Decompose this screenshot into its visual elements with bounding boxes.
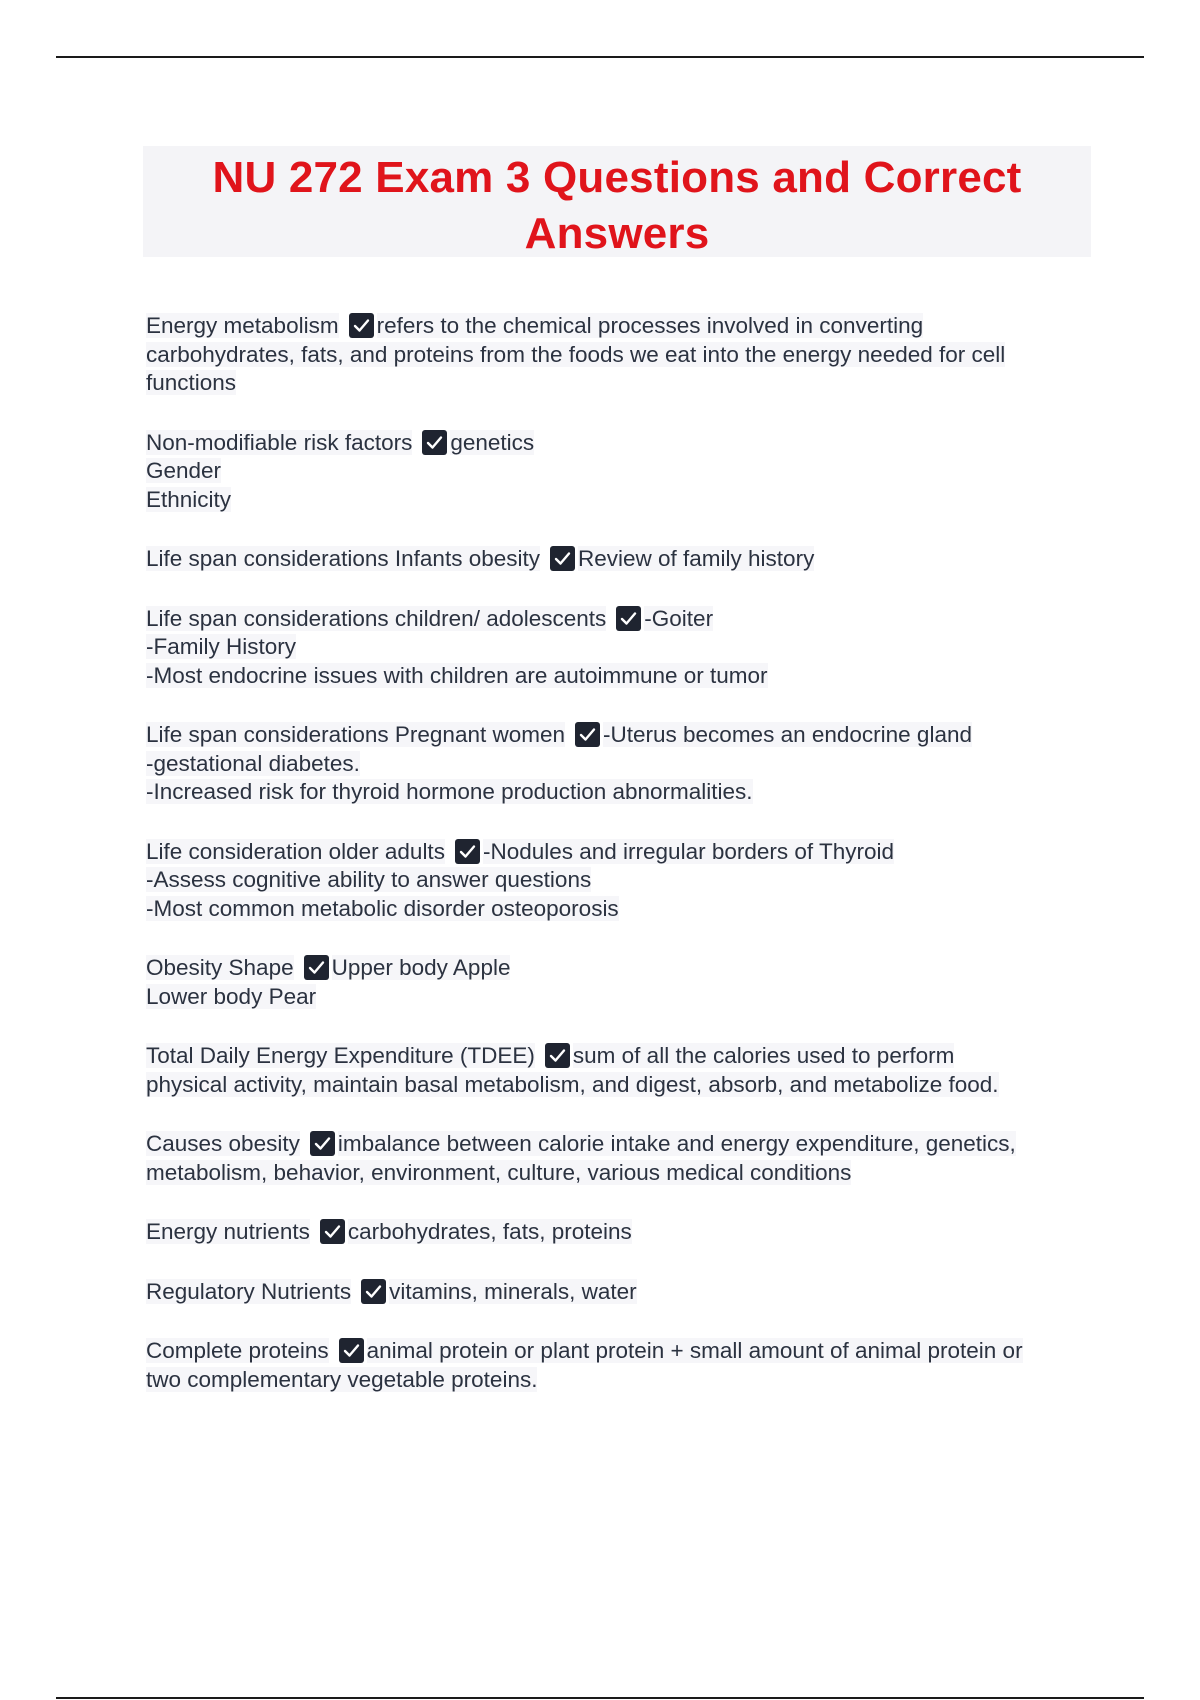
check-box-icon [422,430,447,455]
qa-first-line [146,1278,1096,1307]
qa-answer-line: genetics [450,429,535,455]
qa-term: Life span considerations Infants obesity [146,546,540,571]
qa-item [146,545,1096,574]
qa-term: Causes obesity [146,1131,300,1156]
qa-term: Energy nutrients [146,1219,310,1244]
qa-item [146,1218,1096,1247]
qa-answer-line-wrap [146,457,1096,486]
qa-first-line [146,1337,1096,1366]
qa-answer-line: imbalance between calorie intake and energy expenditure, genetics, [337,1131,1016,1156]
check-box-icon [304,955,329,980]
qa-term: Life consideration older adults [146,838,445,864]
check-box-icon [455,839,480,864]
qa-answer-line: Upper body Apple [331,955,511,980]
qa-term: Regulatory Nutrients [146,1278,352,1304]
qa-answer-line: metabolism, behavior, environment, culture, various medical conditions [146,1159,852,1185]
qa-item [146,1130,1096,1187]
qa-answer-line: -Goiter [644,605,714,631]
check-box-icon [361,1279,386,1304]
qa-answer-line: carbohydrates, fats, proteins [347,1219,632,1244]
check-box-icon [320,1219,345,1244]
qa-answer-line-wrap [146,486,1096,515]
qa-term: Energy metabolism [146,313,339,338]
qa-first-line [146,954,1096,983]
qa-item [146,838,1096,924]
qa-answer-line: Lower body Pear [146,983,317,1009]
check-box-icon [616,606,641,631]
qa-first-line [146,545,1096,574]
qa-answer-line-wrap [146,662,1096,691]
qa-first-line [146,1042,1096,1071]
qa-answer-line-wrap [146,750,1096,779]
qa-answer-line: -Assess cognitive ability to answer questions [146,867,592,892]
qa-answer-line: Gender [146,458,222,483]
check-box-icon [310,1131,335,1156]
qa-answer-line: -Nodules and irregular borders of Thyroid [482,838,894,864]
qa-answer-line: -Increased risk for thyroid hormone production abnormalities. [146,779,753,804]
bottom-rule [56,1697,1144,1699]
qa-answer-line-wrap [146,983,1096,1012]
qa-answer-line: -gestational diabetes. [146,750,360,776]
qa-item [146,954,1096,1011]
qa-answer-line: Ethnicity [146,486,232,512]
qa-first-line [146,721,1096,750]
top-rule [56,56,1144,58]
qa-item [146,605,1096,691]
document-title: NU 272 Exam 3 Questions and Correct Answers [212,153,1022,258]
qa-answer-line-wrap [146,895,1096,924]
qa-item [146,721,1096,807]
qa-first-line [146,838,1096,867]
qa-first-line [146,1218,1096,1247]
qa-answer-line: -Uterus becomes an endocrine gland [603,722,972,747]
qa-answer-line: Review of family history [578,546,815,571]
qa-answer-line: vitamins, minerals, water [389,1278,637,1304]
qa-answer-line-wrap [146,369,1096,398]
qa-first-line [146,1130,1096,1159]
qa-first-line [146,429,1096,458]
qa-answer-line-wrap [146,341,1096,370]
qa-answer-line-wrap [146,1366,1096,1395]
qa-answer-line: two complementary vegetable proteins. [146,1366,538,1392]
qa-answer-line-wrap [146,1159,1096,1188]
qa-answer-line: -Family History [146,634,296,659]
qa-item [146,1337,1096,1394]
qa-term: Non-modifiable risk factors [146,429,413,455]
qa-answer-line: refers to the chemical processes involved in converting [376,313,924,338]
qa-answer-line: functions [146,370,237,395]
qa-item [146,429,1096,515]
check-box-icon [575,722,600,747]
qa-item [146,312,1096,398]
qa-answer-line: carbohydrates, fats, and proteins from the foods we eat into the energy needed for cell [146,341,1006,367]
qa-answer-line-wrap [146,633,1096,662]
check-box-icon [545,1043,570,1068]
qa-item [146,1042,1096,1099]
qa-list [146,312,1096,1425]
qa-term: Total Daily Energy Expenditure (TDEE) [146,1043,535,1068]
qa-answer-line: physical activity, maintain basal metabolism, and digest, absorb, and metabolize food. [146,1071,999,1097]
qa-answer-line-wrap [146,778,1096,807]
qa-term: Obesity Shape [146,955,294,980]
qa-first-line [146,605,1096,634]
qa-term: Life span considerations Pregnant women [146,722,566,747]
qa-term: Complete proteins [146,1338,329,1363]
check-box-icon [349,313,374,338]
check-box-icon [339,1338,364,1363]
qa-answer-line-wrap [146,1071,1096,1100]
qa-answer-line-wrap [146,866,1096,895]
qa-answer-line: -Most endocrine issues with children are autoimmune or tumor [146,662,768,688]
title-banner [143,146,1091,257]
qa-answer-line: -Most common metabolic disorder osteoporosis [146,895,619,921]
check-box-icon [550,546,575,571]
qa-term: Life span considerations children/ adolescents [146,605,607,631]
qa-answer-line: animal protein or plant protein + small amount of animal protein or [366,1338,1023,1363]
qa-first-line [146,312,1096,341]
qa-answer-line: sum of all the calories used to perform [572,1043,955,1068]
qa-item [146,1278,1096,1307]
